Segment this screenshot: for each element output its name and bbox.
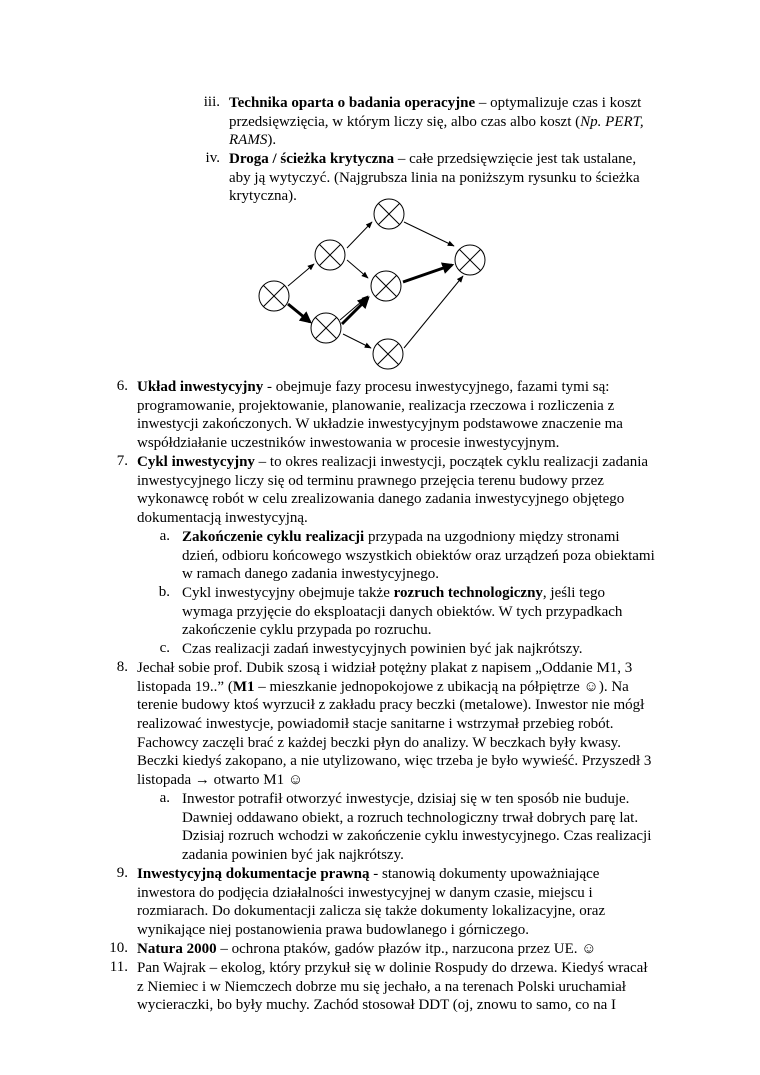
term-uklad-inwestycyjny: Układ inwestycyjny [137,379,264,395]
list-marker-7b: b. [158,584,170,600]
list-marker-8a: a. [159,790,170,806]
edge-7-6 [404,276,463,348]
critical-edge-5-4 [342,298,368,324]
list-marker-iii: iii. [203,94,220,110]
edge-2-3 [347,222,372,248]
list-item-8: Jechał sobie prof. Dubik szosą i widział potężny plakat z napisem „Oddanie M1, 3 listopada 19..” (M1 – mieszkanie jednopokojowe z ubikacją na półpiętrze ☺). Na terenie budowy ktoś wyrzucił z zakładu pracy beczki (metalowe). Inwestor nie mógł realizować inwestycje, powiadomił stacje sanitarne i wstrzymał przebieg robót. Fachowcy zaczęli brać z każdej beczki płyn do analizy. W beczkach były kwasy. Beczki kiedyś zakopano, a nie utylizowano, więc trzeba je było wywieść. Przyszedł 3 listopada → otwarto M1 ☺ [137,660,652,789]
list-item-9: Inwestycyjną dokumentacje prawną - stanowią dokumenty upoważniające inwestora do podjęcia działalności inwestycyjnej w danym czasie, miejscu i rozmiarach. Do dokumentacji zalicza się także dokumenty lokalizacyjne, oraz wynikające niej postanowienia prawa budowlanego i górniczego. [137,866,606,939]
list-item-iv: Droga / ścieżka krytyczna – całe przedsięwzięcie jest tak ustalane, aby ją wytyczyć. (Najgrubsza linia na poniższym rysunku to ścieżka krytyczna). [229,151,640,205]
node-1 [259,281,289,311]
term-natura-2000: Natura 2000 [137,941,217,957]
node-2 [315,240,345,270]
term-dokumentacja-prawna: Inwestycyjną dokumentacje prawną [137,866,370,882]
node-4 [371,271,401,301]
list-item-7c: Czas realizacji zadań inwestycyjnych powinien być jak najkrótszy. [182,641,583,657]
edge-5-4 [340,296,368,320]
term-technika-oparta: Technika oparta o badania operacyjne [229,95,476,111]
list-marker-7a: a. [159,528,170,544]
term-rozruch-technologiczny: rozruch technologiczny [393,585,543,601]
list-marker-7c: c. [159,640,170,656]
node-7 [373,339,403,369]
list-item-7: Cykl inwestycyjny – to okres realizacji inwestycji, początek cyklu realizacji zadania inwestycyjnego liczy się od terminu prawnego przejęcia terenu budowy przez wykonawcę robót w celu zrealizowania danego zadania inwestycyjnego objętego dokumentacją inwestycyjną. [137,454,649,527]
term-droga-sciezka: Droga / ścieżka krytyczna [229,151,395,167]
node-3 [374,199,404,229]
term-m1: M1 [232,678,255,695]
list-marker-10: 10. [109,940,128,956]
critical-edge-1-5 [288,304,310,322]
node-6 [455,245,485,275]
critical-path-diagram [250,198,500,373]
edge-1-2 [288,264,314,286]
critical-edge-4-6 [403,265,452,282]
list-item-6: Układ inwestycyjny - obejmuje fazy procesu inwestycyjnego, fazami tymi są: programowanie, projektowanie, planowanie, realizacja rzeczowa i rozliczenia z inwestycji zakończonych. W układzie inwestycyjnym podstawowe znaczenie ma współdziałanie uczestników inwestowania w procesie inwestycyjnym. [137,379,623,452]
list-item-7a: Zakończenie cyklu realizacji przypada na uzgodniony między stronami dzień, odbioru końcowego wszystkich obiektów oraz urządzeń poza obiektami w ramach danego zadania inwestycyjnego. [182,529,655,583]
list-item-7b: Cykl inwestycyjny obejmuje także rozruch technologiczny, jeśli tego wymaga przyjęcie do eksploatacji danych obiektów. W tych przypadkach zakończenie cyklu przypada po rozruchu. [182,585,623,639]
list-item-8a: Inwestor potrafił otworzyć inwestycje, dzisiaj się w ten sposób nie buduje. Dawniej oddawano obiekt, a rozruch technologiczny trwał dobrych parę lat. Dzisiaj rozruch wchodzi w zakończenie cyklu inwestycyjnego. Czas realizacji zadania powinien być jak najkrótszy. [182,791,652,864]
list-marker-8: 8. [116,659,128,675]
list-marker-6: 6. [116,378,128,394]
list-item-iii: Technika oparta o badania operacyjne – optymalizuje czas i koszt przedsięwzięcia, w którym liczy się, albo czas albo koszt (Np. PERT, RAMS). [229,95,644,149]
term-cykl-inwestycyjny: Cykl inwestycyjny [137,454,255,470]
list-marker-11: 11. [109,959,128,975]
list-marker-7: 7. [116,453,128,469]
edge-5-7 [343,334,371,348]
list-item-11: Pan Wajrak – ekolog, który przykuł się w dolinie Rospudy do drzewa. Kiedyś wracał z Niemiec i w Niemczech dobrze mu się jechało, a na terenach Polski uruchamiał wycieraczki, bo były muchy. Zachód stosował DDT (oj, znowu to samo, co na I [137,960,648,1014]
edge-3-6 [404,222,454,246]
edge-2-4 [347,260,368,278]
term-zakonczenie-cyklu: Zakończenie cyklu realizacji [182,529,365,545]
node-5 [311,313,341,343]
list-marker-iv: iv. [205,150,220,166]
list-item-10: Natura 2000 – ochrona ptaków, gadów płazów itp., narzucona przez UE. ☺ [137,941,597,957]
list-marker-9: 9. [116,865,128,881]
